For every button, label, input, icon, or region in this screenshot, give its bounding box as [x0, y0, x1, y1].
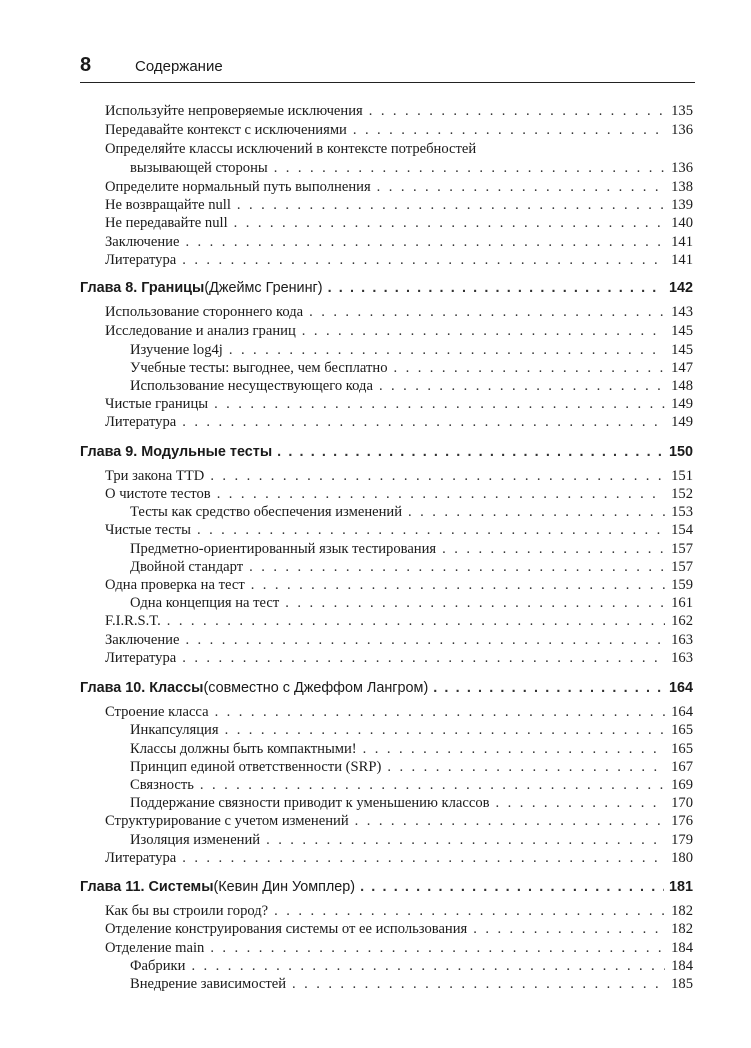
- toc-entry-row[interactable]: [105, 322, 693, 341]
- toc-entry-row[interactable]: [105, 703, 693, 722]
- toc-entry-row[interactable]: [105, 395, 693, 414]
- entry-title: Предметно-ориентированный язык тестирования: [130, 541, 437, 557]
- toc-entry-row[interactable]: [130, 503, 693, 522]
- entry-title: Поддержание связности приводит к уменьшению классов: [130, 795, 490, 811]
- toc-entry-row[interactable]: [105, 902, 693, 921]
- entry-title: Как бы вы строили город?: [105, 903, 269, 919]
- dot-leader: [191, 957, 665, 976]
- toc-entry-row[interactable]: [105, 576, 693, 595]
- dot-leader: [182, 649, 665, 668]
- dot-leader: [328, 277, 664, 299]
- page-number-ref: 181: [668, 879, 693, 895]
- page-number-ref: 150: [668, 444, 693, 460]
- entry-title: Чистые границы: [105, 396, 209, 412]
- toc-entry-row[interactable]: [105, 196, 693, 215]
- page-number-ref: 164: [671, 704, 693, 720]
- page-number-ref: 145: [671, 342, 693, 358]
- entry-title: Классы должны быть компактными!: [130, 741, 357, 757]
- entry-title: Определите нормальный путь выполнения: [105, 179, 371, 195]
- dot-leader: [285, 594, 665, 613]
- toc-entry-row[interactable]: [105, 920, 693, 939]
- page-number-ref: 184: [671, 958, 693, 974]
- dot-leader: [266, 831, 665, 850]
- dot-leader: [182, 849, 665, 868]
- page-number-ref: 165: [671, 722, 693, 738]
- dot-leader: [182, 251, 665, 270]
- entry-title: Внедрение зависимостей: [130, 976, 287, 992]
- page-number-ref: 141: [671, 252, 693, 268]
- toc-entry-row[interactable]: [105, 521, 693, 540]
- chapter-title: Глава 9. Модульные тесты: [80, 444, 273, 460]
- toc-chapter-row[interactable]: [80, 876, 693, 898]
- page-number-ref: 140: [671, 215, 693, 231]
- dot-leader: [473, 920, 665, 939]
- dot-leader: [210, 467, 665, 486]
- dot-leader: [433, 677, 664, 699]
- toc-entry-row[interactable]: [130, 776, 693, 795]
- dot-leader: [309, 303, 665, 322]
- page-number-ref: 163: [671, 650, 693, 666]
- dot-leader: [237, 196, 665, 215]
- page-number-ref: 149: [671, 414, 693, 430]
- entry-title: Три закона TTD: [105, 468, 205, 484]
- dot-leader: [274, 159, 665, 178]
- page-number-ref: 176: [671, 813, 693, 829]
- toc-entry-row[interactable]: [105, 251, 693, 270]
- toc-entry-row[interactable]: [130, 159, 693, 178]
- dot-leader: [185, 233, 665, 252]
- chapter-title: Глава 11. Системы: [80, 879, 214, 895]
- dot-leader: [353, 121, 665, 140]
- dot-leader: [355, 812, 665, 831]
- page-number-ref: 149: [671, 396, 693, 412]
- entry-title: Заключение: [105, 234, 180, 250]
- toc-entry-row[interactable]: [130, 558, 693, 577]
- entry-title: Литература: [105, 850, 177, 866]
- dot-leader: [292, 975, 665, 994]
- page-number-ref: 141: [671, 234, 693, 250]
- dot-leader: [214, 395, 665, 414]
- toc-entry-row[interactable]: [130, 594, 693, 613]
- toc-entry-row[interactable]: [105, 214, 693, 233]
- toc-entry-row[interactable]: [105, 812, 693, 831]
- running-title: Содержание: [135, 58, 223, 75]
- page-number-ref: 185: [671, 976, 693, 992]
- toc-entry-row[interactable]: [130, 794, 693, 813]
- toc-entry-row[interactable]: [130, 957, 693, 976]
- page-number-ref: 179: [671, 832, 693, 848]
- entry-title: Учебные тесты: выгоднее, чем бесплатно: [130, 360, 388, 376]
- entry-title: Тесты как средство обеспечения изменений: [130, 504, 403, 520]
- dot-leader: [363, 740, 665, 759]
- page-number-ref: 154: [671, 522, 693, 538]
- dot-leader: [225, 721, 665, 740]
- toc-chapter-row[interactable]: [80, 277, 693, 299]
- dot-leader: [251, 576, 665, 595]
- entry-title: Двойной стандарт: [130, 559, 244, 575]
- entry-title: Одна концепция на тест: [130, 595, 280, 611]
- page-number-ref: 143: [671, 304, 693, 320]
- toc-entry-row[interactable]: [105, 849, 693, 868]
- page-number-ref: 164: [668, 680, 693, 696]
- page-number-ref: 135: [671, 103, 693, 119]
- page-number-ref: 147: [671, 360, 693, 376]
- entry-title: Одна проверка на тест: [105, 577, 245, 593]
- toc-entry-row[interactable]: [130, 721, 693, 740]
- toc-entry-row[interactable]: [130, 341, 693, 360]
- entry-title: Строение класса: [105, 704, 209, 720]
- toc-entry-row[interactable]: [105, 121, 693, 140]
- dot-leader: [210, 939, 665, 958]
- dot-leader: [387, 758, 665, 777]
- page-number-ref: 157: [671, 541, 693, 557]
- entry-title: Определяйте классы исключений в контексте потребностей: [105, 141, 477, 157]
- page-number-ref: 182: [671, 921, 693, 937]
- entry-title: Заключение: [105, 632, 180, 648]
- page-number-ref: 151: [671, 468, 693, 484]
- chapter-title: Глава 8. Границы: [80, 280, 205, 296]
- page-number-ref: 148: [671, 378, 693, 394]
- dot-leader: [197, 521, 665, 540]
- toc-chapter-row[interactable]: [80, 441, 693, 463]
- chapter-author: (совместно с Джеффом Лангром): [203, 680, 429, 696]
- page-number-ref: 157: [671, 559, 693, 575]
- toc-entry-row[interactable]: [130, 740, 693, 759]
- entry-title: Структурирование с учетом изменений: [105, 813, 349, 829]
- entry-title: Передавайте контекст с исключениями: [105, 122, 347, 138]
- toc-entry-row[interactable]: [105, 649, 693, 668]
- chapter-author: (Джеймс Гренинг): [204, 280, 323, 296]
- page-number-ref: 169: [671, 777, 693, 793]
- dot-leader: [369, 102, 665, 121]
- toc-entry-row[interactable]: [130, 377, 693, 396]
- entry-title: Принцип единой ответственности (SRP): [130, 759, 382, 775]
- entry-title: вызывающей стороны: [130, 160, 268, 176]
- page-number-ref: 180: [671, 850, 693, 866]
- toc-entry-row[interactable]: [105, 413, 693, 432]
- toc-entry-row[interactable]: [105, 612, 693, 631]
- entry-title: Связность: [130, 777, 194, 793]
- dot-leader: [215, 703, 665, 722]
- dot-leader: [249, 558, 665, 577]
- entry-title: Литература: [105, 252, 177, 268]
- entry-title: Не возвращайте null: [105, 197, 231, 213]
- toc-entry-row[interactable]: [105, 102, 693, 121]
- toc-entry-row[interactable]: [105, 939, 693, 958]
- dot-leader: [229, 341, 665, 360]
- dot-leader: [408, 503, 665, 522]
- page-number-ref: 170: [671, 795, 693, 811]
- toc-entry-row[interactable]: [130, 359, 693, 378]
- toc-entry-row[interactable]: [105, 467, 693, 486]
- dot-leader: [442, 540, 665, 559]
- chapter-title: Глава 10. Классы: [80, 680, 204, 696]
- dot-leader: [182, 413, 665, 432]
- dot-leader: [302, 322, 665, 341]
- toc-entry-row[interactable]: [130, 758, 693, 777]
- entry-title: Литература: [105, 414, 177, 430]
- entry-title: Инкапсуляция: [130, 722, 219, 738]
- chapter-author: (Кевин Дин Уомплер): [213, 879, 356, 895]
- entry-title: F.I.R.S.T.: [105, 613, 161, 629]
- dot-leader: [394, 359, 665, 378]
- page-number: 8: [80, 54, 92, 76]
- entry-title: Использование несуществующего кода: [130, 378, 373, 394]
- toc-entry-row[interactable]: [105, 485, 693, 504]
- dot-leader: [379, 377, 665, 396]
- toc-entry-row[interactable]: [105, 178, 693, 197]
- toc-entry-row[interactable]: [130, 975, 693, 994]
- page-number-ref: 136: [671, 122, 693, 138]
- page-number-ref: 161: [671, 595, 693, 611]
- dot-leader: [217, 485, 665, 504]
- page-number-ref: 165: [671, 741, 693, 757]
- dot-leader: [274, 902, 665, 921]
- entry-title: Литература: [105, 650, 177, 666]
- dot-leader: [234, 214, 665, 233]
- entry-title: Отделение main: [105, 940, 205, 956]
- page-number-ref: 163: [671, 632, 693, 648]
- page-number-ref: 138: [671, 179, 693, 195]
- page-number-ref: 159: [671, 577, 693, 593]
- dot-leader: [377, 178, 665, 197]
- page-number-ref: 142: [668, 280, 693, 296]
- page-number-ref: 167: [671, 759, 693, 775]
- entry-title: Чистые тесты: [105, 522, 191, 538]
- dot-leader: [277, 441, 664, 463]
- toc-entry-row[interactable]: [105, 631, 693, 650]
- dot-leader: [167, 612, 665, 631]
- dot-leader: [185, 631, 665, 650]
- page-header: [80, 50, 695, 83]
- entry-title: Использование стороннего кода: [105, 304, 304, 320]
- toc-entry-row[interactable]: [105, 233, 693, 252]
- entry-title: Исследование и анализ границ: [105, 323, 296, 339]
- toc-entry-row[interactable]: [105, 303, 693, 322]
- entry-title: Фабрики: [130, 958, 186, 974]
- entry-title: Отделение конструирования системы от ее использования: [105, 921, 468, 937]
- toc-chapter-row[interactable]: [80, 677, 693, 699]
- page-number-ref: 184: [671, 940, 693, 956]
- page-number-ref: 182: [671, 903, 693, 919]
- page-number-ref: 162: [671, 613, 693, 629]
- toc-entry-row[interactable]: [105, 140, 476, 159]
- entry-title: Изучение log4j: [130, 342, 223, 358]
- entry-title: Используйте непроверяемые исключения: [105, 103, 363, 119]
- toc-entry-row[interactable]: [130, 540, 693, 559]
- dot-leader: [496, 794, 665, 813]
- entry-title: О чистоте тестов: [105, 486, 211, 502]
- page-number-ref: 145: [671, 323, 693, 339]
- entry-title: Изоляция изменений: [130, 832, 261, 848]
- dot-leader: [200, 776, 665, 795]
- entry-title: Не передавайте null: [105, 215, 228, 231]
- dot-leader: [360, 876, 664, 898]
- page-number-ref: 139: [671, 197, 693, 213]
- page-number-ref: 153: [671, 504, 693, 520]
- page-number-ref: 152: [671, 486, 693, 502]
- page-number-ref: 136: [671, 160, 693, 176]
- toc-entry-row[interactable]: [130, 831, 693, 850]
